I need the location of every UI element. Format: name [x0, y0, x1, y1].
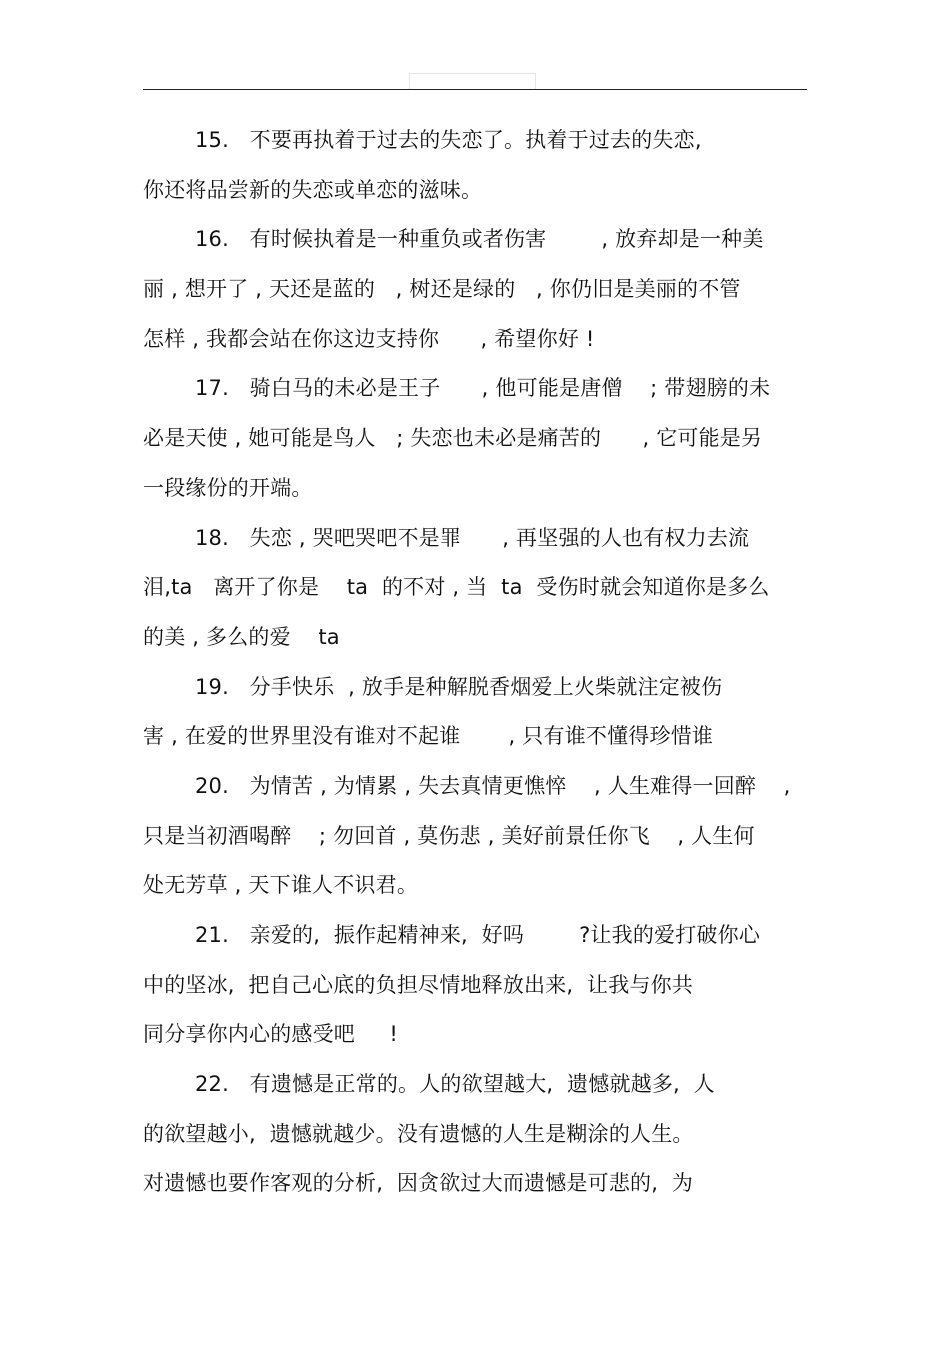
paragraph-line: 怎样 , 我都会站在你这边支持你 , 希望你好 !: [143, 326, 595, 351]
paragraph-22: [143, 1060, 823, 1209]
paragraph-line: 泪,ta 离开了你是 ta 的不对 , 当 ta 受伤时就会知道你是多么: [143, 575, 770, 600]
header-rule: [143, 89, 807, 90]
paragraph-19: [143, 663, 823, 762]
paragraph-line: 17. 骑白马的未必是王子 , 他可能是唐僧 ; 带翅膀的未: [195, 376, 771, 401]
paragraph-line: 对遗憾也要作客观的分析, 因贪欲过大而遗憾是可悲的, 为: [143, 1171, 694, 1196]
paragraph-line: 你还将品尝新的失恋或单恋的滋味。: [143, 177, 483, 202]
document-body: [143, 116, 823, 1209]
paragraph-line: 一段缘份的开端。: [143, 475, 313, 500]
header-tab: [409, 73, 536, 90]
paragraph-line: 19. 分手快乐 , 放手是种解脱香烟爱上火柴就注定被伤: [195, 674, 723, 699]
paragraph-20: [143, 762, 823, 911]
paragraph-18: [143, 514, 823, 663]
paragraph-line: 20. 为情苦 , 为情累 , 失去真情更憔悴 , 人生难得一回醉 ,: [195, 773, 791, 798]
paragraph-line: 只是当初酒喝醉 ; 勿回首 , 莫伤悲 , 美好前景任你飞 , 人生何: [143, 823, 755, 848]
paragraph-line: 16. 有时候执着是一种重负或者伤害 , 放弃却是一种美: [195, 227, 764, 252]
paragraph-line: 丽 , 想开了 , 天还是蓝的 , 树还是绿的 , 你仍旧是美丽的不管: [143, 277, 741, 302]
paragraph-line: 必是天使 , 她可能是鸟人 ; 失恋也未必是痛苦的 , 它可能是另: [143, 426, 763, 451]
paragraph-line: 21. 亲爱的, 振作起精神来, 好吗 ?让我的爱打破你心: [195, 923, 761, 947]
paragraph-17: [143, 364, 823, 513]
paragraph-16: [143, 215, 823, 364]
paragraph-line: 中的坚冰, 把自己心底的负担尽情地释放出来, 让我与你共: [143, 972, 694, 997]
paragraph-line: 害 , 在爱的世界里没有谁对不起谁 , 只有谁不懂得珍惜谁: [143, 724, 714, 749]
paragraph-15: [143, 116, 823, 215]
paragraph-line: 的欲望越小, 遗憾就越少。没有遗憾的人生是糊涂的人生。: [143, 1121, 694, 1146]
paragraph-line: 同分享你内心的感受吧 !: [143, 1022, 398, 1047]
paragraph-21: [143, 911, 823, 1060]
paragraph-line: 的美 , 多么的爱 ta: [143, 624, 340, 649]
paragraph-line: 18. 失恋 , 哭吧哭吧不是罪 , 再坚强的人也有权力去流: [195, 525, 750, 550]
paragraph-line: 15. 不要再执着于过去的失恋了。执着于过去的失恋,: [195, 128, 702, 152]
paragraph-line: 22. 有遗憾是正常的。人的欲望越大, 遗憾就越多, 人: [195, 1072, 715, 1097]
paragraph-line: 处无芳草 , 天下谁人不识君。: [143, 873, 419, 898]
